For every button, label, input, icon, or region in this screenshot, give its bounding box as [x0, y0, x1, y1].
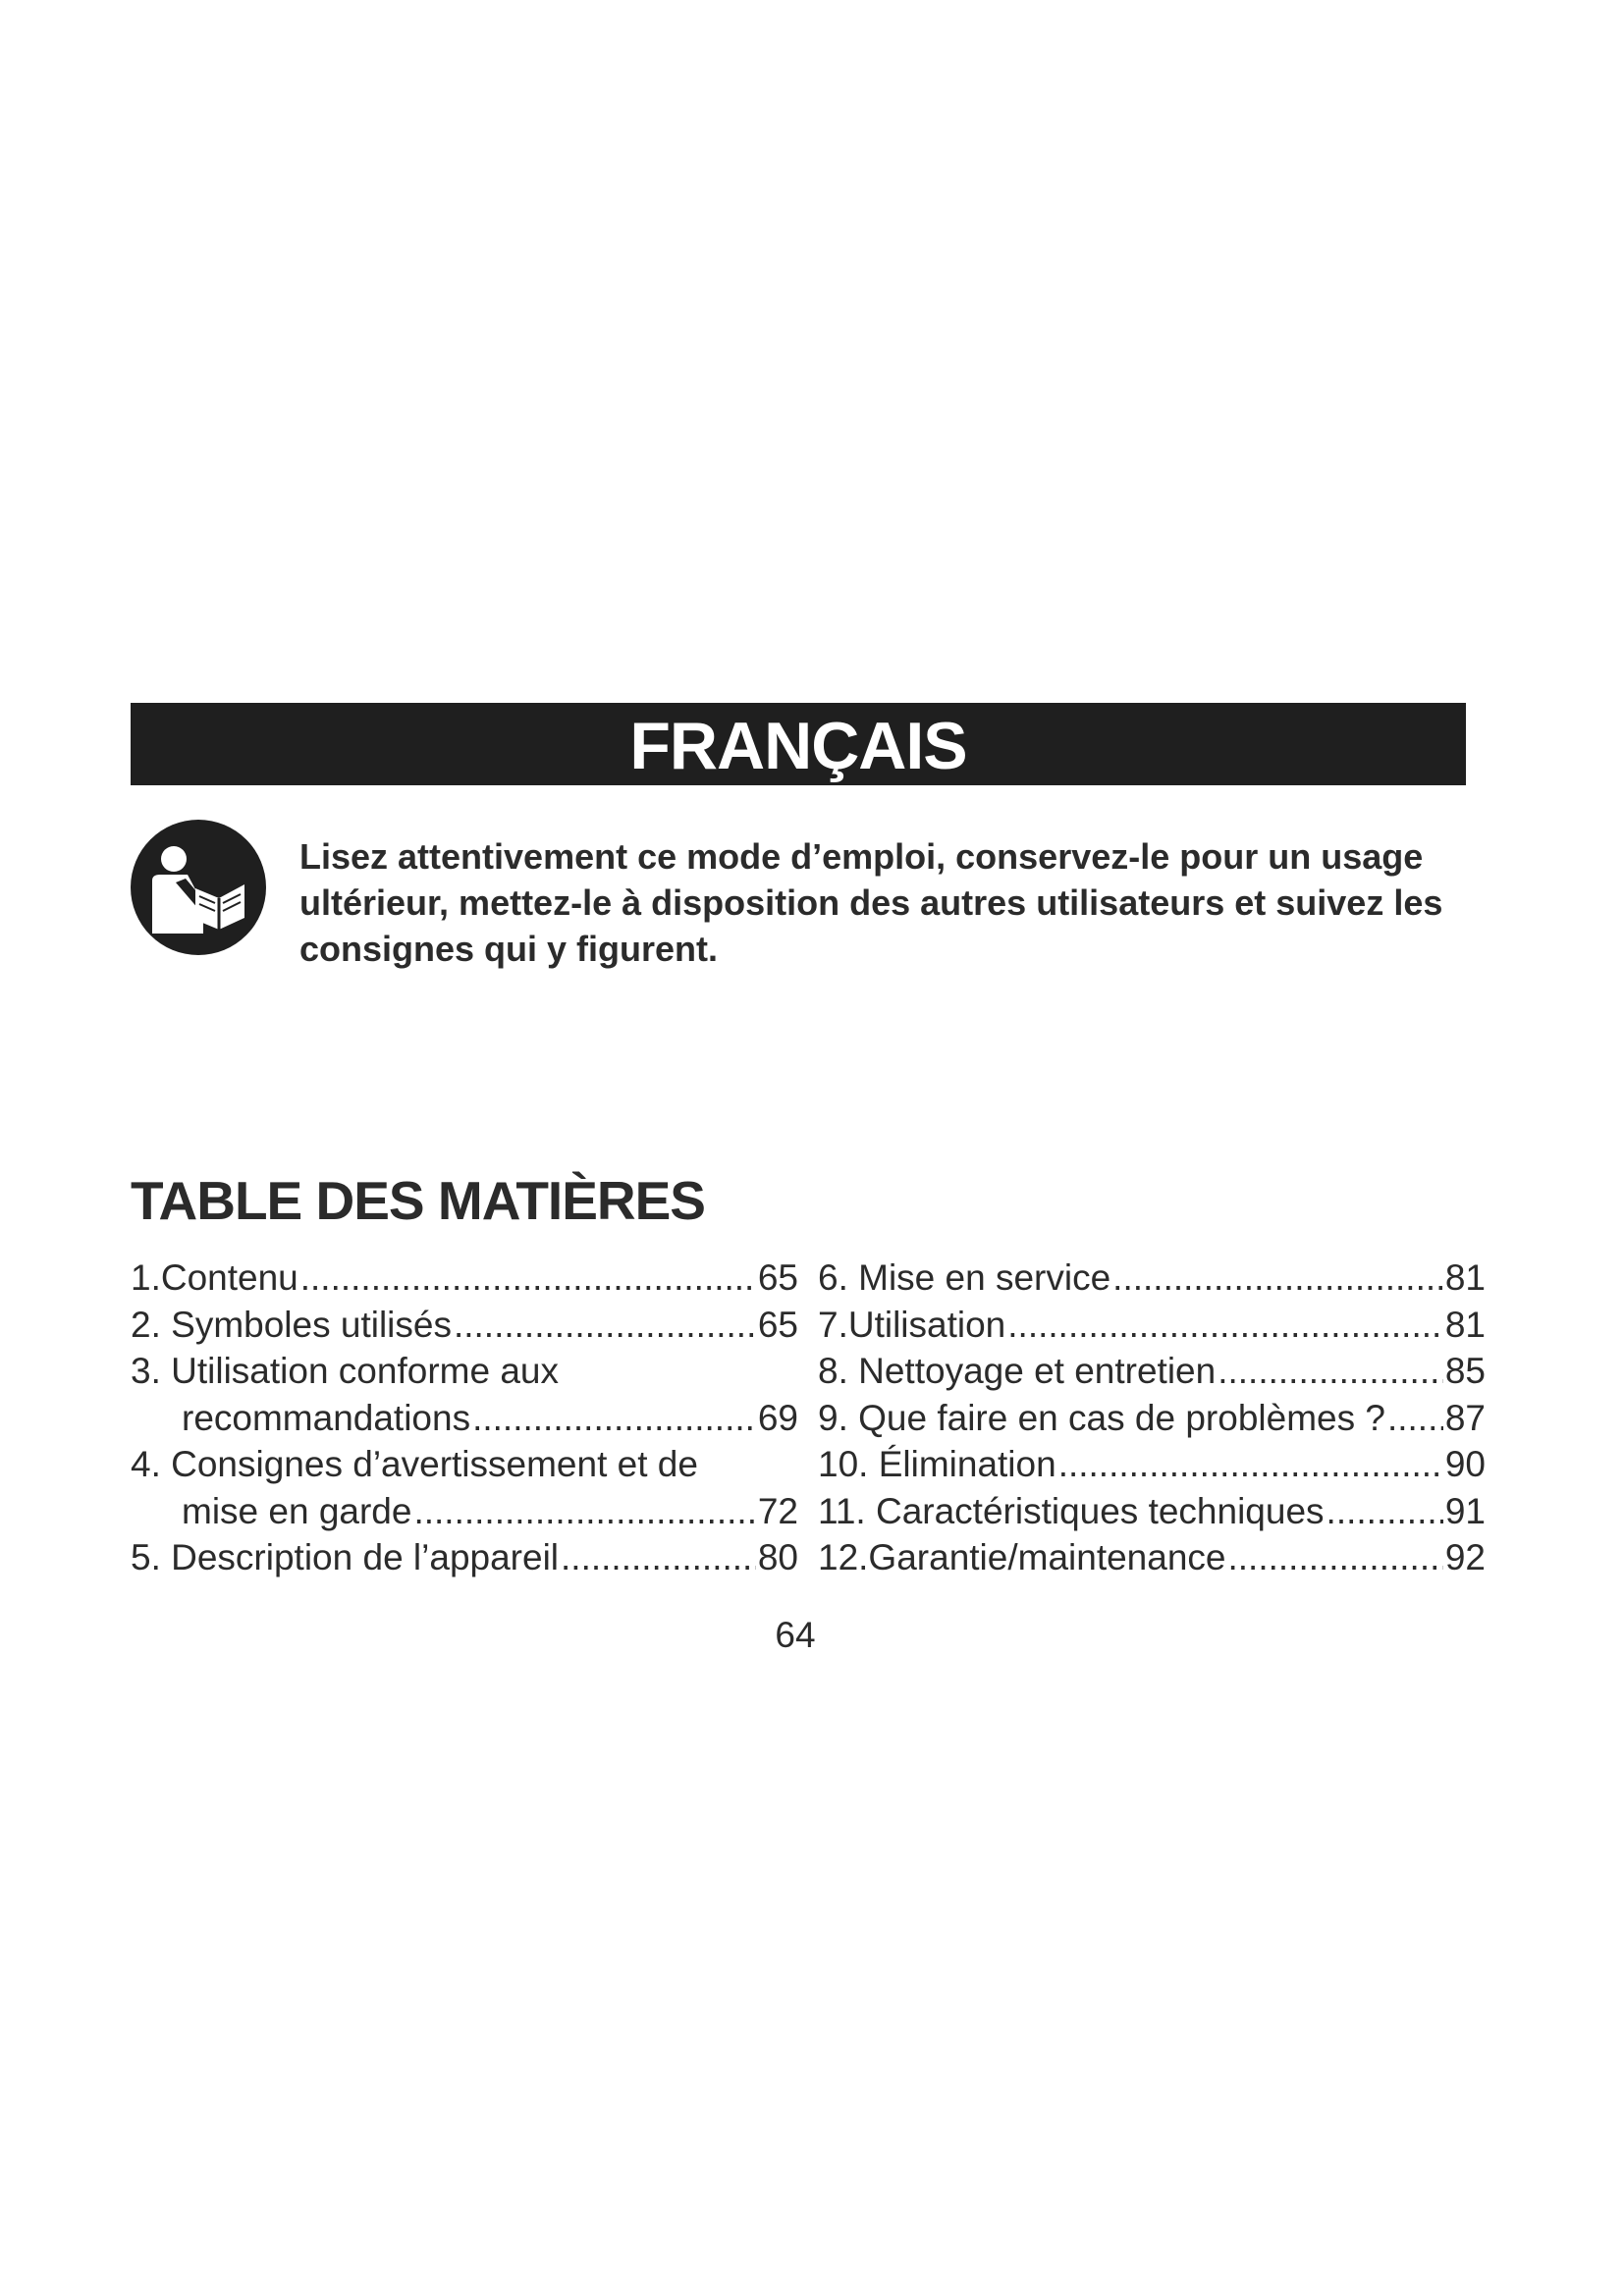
- toc-entry-page: 81: [1444, 1257, 1486, 1298]
- toc-entry-label: 12.Garantie/maintenance: [818, 1537, 1226, 1577]
- toc-entry-label: 6. Mise en service: [818, 1257, 1111, 1298]
- toc-entry: [818, 1488, 1486, 1535]
- notice-text: [299, 833, 1478, 972]
- toc-leader-dots: [1387, 1395, 1443, 1442]
- toc-leader-dots: [454, 1302, 756, 1349]
- notice-line: consignes qui y figurent.: [299, 929, 719, 969]
- toc-entry-label: 8. Nettoyage et entretien: [818, 1351, 1217, 1391]
- toc-entry-page: 90: [1444, 1444, 1486, 1484]
- toc-entry-page: 81: [1444, 1304, 1486, 1345]
- toc-entry-page: 69: [757, 1397, 798, 1438]
- toc-entry: [818, 1534, 1486, 1581]
- toc-entry-page: 72: [757, 1490, 798, 1531]
- toc-entry-label: 11. Caractéristiques techniques: [818, 1490, 1325, 1531]
- toc-leader-dots: [1007, 1302, 1443, 1349]
- toc-leader-dots: [1112, 1255, 1443, 1302]
- toc-entry-continuation: [131, 1488, 798, 1535]
- toc-entry: [818, 1348, 1486, 1395]
- toc-entry-continuation: [131, 1395, 798, 1442]
- toc-leader-dots: [1326, 1488, 1443, 1535]
- toc-entry-label: mise en garde: [182, 1490, 412, 1531]
- toc-entry: [131, 1441, 798, 1488]
- toc-entry-page: 85: [1444, 1351, 1486, 1391]
- toc-entry-page: 87: [1444, 1397, 1486, 1438]
- toc-entry-label: 5. Description de l’appareil: [131, 1537, 560, 1577]
- toc-leader-dots: [561, 1534, 756, 1581]
- toc-leader-dots: [1218, 1348, 1443, 1395]
- toc-entry-label: 7.Utilisation: [818, 1304, 1006, 1345]
- toc-entry-page: 91: [1444, 1490, 1486, 1531]
- toc-entry-label: 10. Élimination: [818, 1444, 1056, 1484]
- read-instructions-icon: [131, 820, 266, 955]
- toc-entry-page: 80: [757, 1537, 798, 1577]
- toc-entry: [131, 1302, 798, 1349]
- toc-entry-page: 65: [757, 1257, 798, 1298]
- toc-right-column: [818, 1255, 1486, 1581]
- toc-heading: TABLE DES MATIÈRES: [131, 1170, 705, 1231]
- banner-title: FRANÇAIS: [629, 709, 967, 783]
- notice-line: Lisez attentivement ce mode d’emploi, conservez-le pour un usage: [299, 836, 1424, 877]
- toc-entry-page: 92: [1444, 1537, 1486, 1577]
- toc-entry: [818, 1302, 1486, 1349]
- notice-line: ultérieur, mettez-le à disposition des autres utilisateurs et suivez les: [299, 882, 1443, 923]
- toc-entry-label: 2. Symboles utilisés: [131, 1304, 452, 1345]
- toc-entry-label: 9. Que faire en cas de problèmes ?: [818, 1397, 1385, 1438]
- toc-entry: [131, 1255, 798, 1302]
- toc-leader-dots: [1058, 1441, 1443, 1488]
- page-number: 64: [775, 1615, 816, 1655]
- toc-left-column: [131, 1255, 798, 1581]
- toc-entry: [818, 1255, 1486, 1302]
- read-instructions-notice: [131, 820, 1476, 969]
- toc-entry: [818, 1395, 1486, 1442]
- toc-entry-label: 1.Contenu: [131, 1257, 298, 1298]
- toc-entry-label: 4. Consignes d’avertissement et de: [131, 1444, 698, 1484]
- toc-leader-dots: [300, 1255, 756, 1302]
- language-banner: [131, 703, 1466, 785]
- toc-leader-dots: [1228, 1534, 1443, 1581]
- toc-leader-dots: [472, 1395, 756, 1442]
- toc-entry: [131, 1534, 798, 1581]
- toc-entry-label: 3. Utilisation conforme aux: [131, 1351, 559, 1391]
- toc-entry: [131, 1348, 798, 1395]
- toc-entry-page: 65: [757, 1304, 798, 1345]
- toc-entry: [818, 1441, 1486, 1488]
- toc-leader-dots: [413, 1488, 755, 1535]
- toc-entry-label: recommandations: [182, 1397, 471, 1438]
